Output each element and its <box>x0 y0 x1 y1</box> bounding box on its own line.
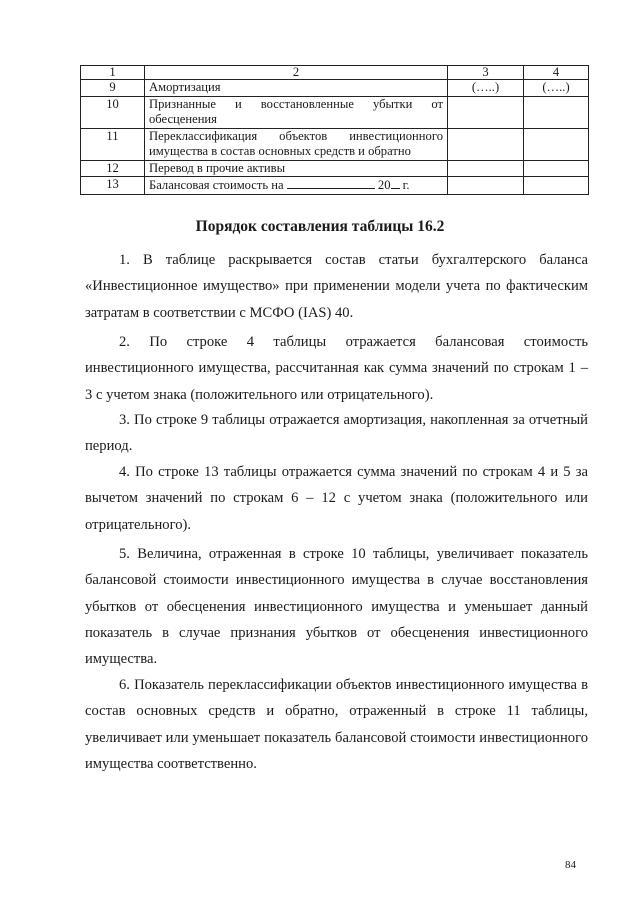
table-row <box>81 177 589 195</box>
row-col3 <box>448 177 524 195</box>
row-col4 <box>524 177 589 195</box>
year-suffix: г. <box>402 178 410 192</box>
table-row <box>81 160 589 177</box>
column-header-4: 4 <box>524 66 589 80</box>
year-prefix: 20 <box>377 178 391 192</box>
row-col4: (…..) <box>524 80 589 97</box>
date-blank <box>287 177 375 189</box>
table-row <box>81 96 589 128</box>
paragraph-5: 5. Величина, отраженная в строке 10 таблицы, увеличивает показатель балансовой стоимости инвестиционного имущества в случае восстановления убытков от обесценения инвестиционного имущества и уменьшает данный показатель в случае признания убытков от обесценения инвестиционного имущества. <box>85 546 588 668</box>
paragraph-6: 6. Показатель переклассификации объектов инвестиционного имущества в состав основных средств и обратно, отраженный в строке 11 таблицы, увеличивает или уменьшает показатель балансовой стоимости инвестиционного имущества соответственно. <box>85 677 588 772</box>
paragraph-2: 2. По строке 4 таблицы отражается балансовая стоимость инвестиционного имущества, рассчитанная как сумма значений по строкам 1 – 3 с учетом знака (положительного или отрицательного). <box>85 334 588 403</box>
row-col4 <box>524 128 589 160</box>
row-col3 <box>448 128 524 160</box>
table-row <box>81 80 589 97</box>
paragraph-4: 4. По строке 13 таблицы отражается сумма значений по строкам 4 и 5 за вычетом значений по строкам 6 – 12 с учетом знака (положительного или отрицательного). <box>85 464 588 533</box>
column-header-2: 2 <box>145 66 448 80</box>
section-heading: Порядок составления таблицы 16.2 <box>195 218 445 235</box>
row-col3 <box>448 96 524 128</box>
row-col4 <box>524 96 589 128</box>
year-blank <box>391 177 400 189</box>
row-number: 10 <box>81 96 145 128</box>
row-text: Признанные и восстановленные убытки от обесценения <box>145 96 448 128</box>
row-text <box>145 177 448 195</box>
row-text: Перевод в прочие активы <box>145 160 448 177</box>
table-header-row <box>81 66 589 80</box>
row-number: 9 <box>81 80 145 97</box>
row-text: Амортизация <box>145 80 448 97</box>
column-header-3: 3 <box>448 66 524 80</box>
row-col3: (…..) <box>448 80 524 97</box>
row-number: 13 <box>81 177 145 195</box>
row-number: 12 <box>81 160 145 177</box>
table-16-2-continuation <box>80 65 589 195</box>
row-text: Переклассификация объектов инвестиционного имущества в состав основных средств и обратно <box>145 128 448 160</box>
row-number: 11 <box>81 128 145 160</box>
table-row <box>81 128 589 160</box>
row-col3 <box>448 160 524 177</box>
column-header-1: 1 <box>81 66 145 80</box>
balance-label: Балансовая стоимость на <box>149 178 284 192</box>
row-col4 <box>524 160 589 177</box>
paragraph-3: 3. По строке 9 таблицы отражается амортизация, накопленная за отчетный период. <box>85 412 588 455</box>
page-number: 84 <box>565 859 576 871</box>
paragraph-1: 1. В таблице раскрывается состав статьи бухгалтерского баланса «Инвестиционное имущество» при применении модели учета по фактическим затратам в соответствии с МСФО (IAS) 40. <box>85 252 588 321</box>
